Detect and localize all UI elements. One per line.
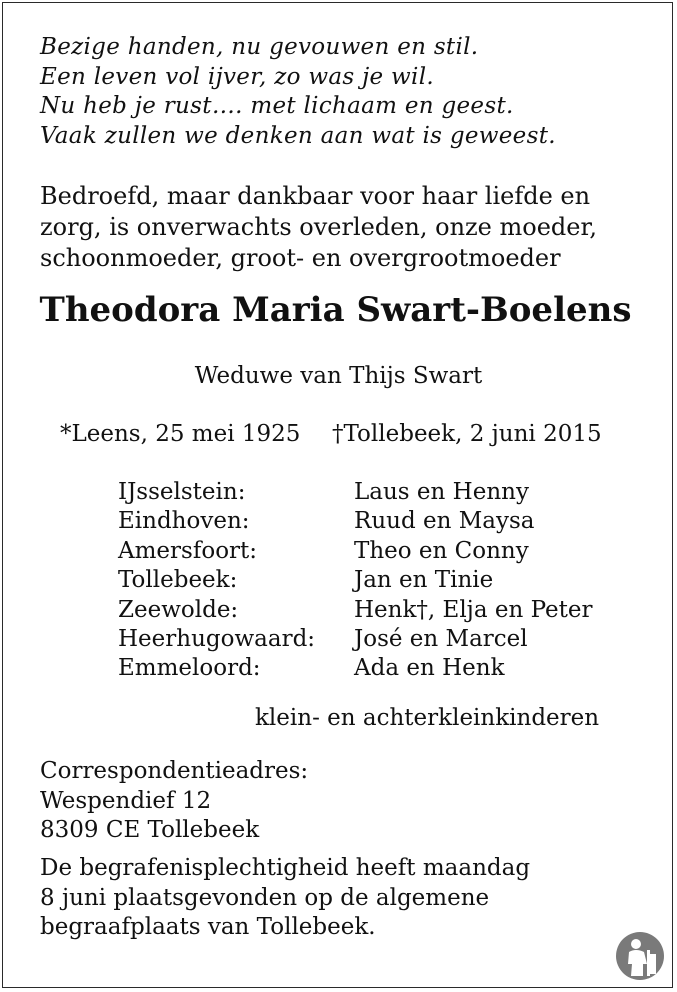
family-place: IJsselstein:	[118, 479, 246, 505]
family-place: Amersfoort:	[118, 537, 258, 564]
widow-of: Weduwe van Thijs Swart	[194, 363, 483, 389]
funeral-line: De begrafenisplechtigheid heeft maandag	[40, 855, 531, 881]
funeral-info	[40, 854, 640, 943]
poem-line: Vaak zullen we denken aan wat is geweest.	[40, 122, 556, 149]
address-line: Wespendief 12	[40, 787, 212, 814]
family-place: Zeewolde:	[118, 596, 239, 623]
family-names: Henk†, Elja en Peter	[354, 596, 593, 623]
funeral-line: 8 juni plaatsgevonden op de algemene	[40, 884, 490, 911]
family-place: Eindhoven:	[118, 508, 250, 535]
intro-line: schoonmoeder, groot- en overgrootmoeder	[40, 244, 561, 272]
death-info: †Tollebeek, 2 juni 2015	[332, 421, 602, 447]
deceased-name: Theodora Maria Swart-Boelens	[39, 290, 632, 330]
birth-info: *Leens, 25 mei 1925	[60, 421, 301, 447]
family-row	[118, 596, 592, 625]
mourning-figure-icon	[614, 930, 666, 982]
address-line: Correspondentieadres:	[40, 758, 309, 784]
family-list	[118, 478, 592, 684]
family-names: Ruud en Maysa	[354, 508, 535, 535]
family-row	[118, 625, 592, 654]
family-row	[118, 654, 592, 683]
funeral-line: begraafplaats van Tollebeek.	[40, 914, 376, 940]
family-names: Ada en Henk	[354, 655, 505, 682]
family-row	[118, 507, 592, 536]
family-row	[118, 537, 592, 566]
family-place: Tollebeek:	[118, 567, 238, 594]
family-place: Emmeloord:	[118, 655, 261, 682]
poem-line: Een leven vol ijver, zo was je wil.	[40, 63, 434, 90]
family-row	[118, 478, 592, 507]
correspondence-address	[40, 757, 308, 846]
grandchildren: klein- en achterkleinkinderen	[255, 705, 600, 731]
intro-line: zorg, is onverwachts overleden, onze moeder,	[40, 213, 597, 241]
family-names: José en Marcel	[354, 626, 528, 653]
family-names: Jan en Tinie	[354, 567, 494, 594]
family-row	[118, 566, 592, 595]
poem-line: Bezige handen, nu gevouwen en stil.	[40, 34, 479, 60]
intro-line: Bedroefd, maar dankbaar voor haar liefde en	[40, 182, 591, 210]
poem	[40, 33, 556, 151]
address-line: 8309 CE Tollebeek	[40, 817, 260, 843]
announcement-intro	[40, 181, 650, 274]
poem-line: Nu heb je rust…. met lichaam en geest.	[40, 93, 514, 119]
family-place: Heerhugowaard:	[118, 626, 316, 653]
family-names: Theo en Conny	[354, 537, 529, 564]
family-names: Laus en Henny	[354, 479, 529, 505]
